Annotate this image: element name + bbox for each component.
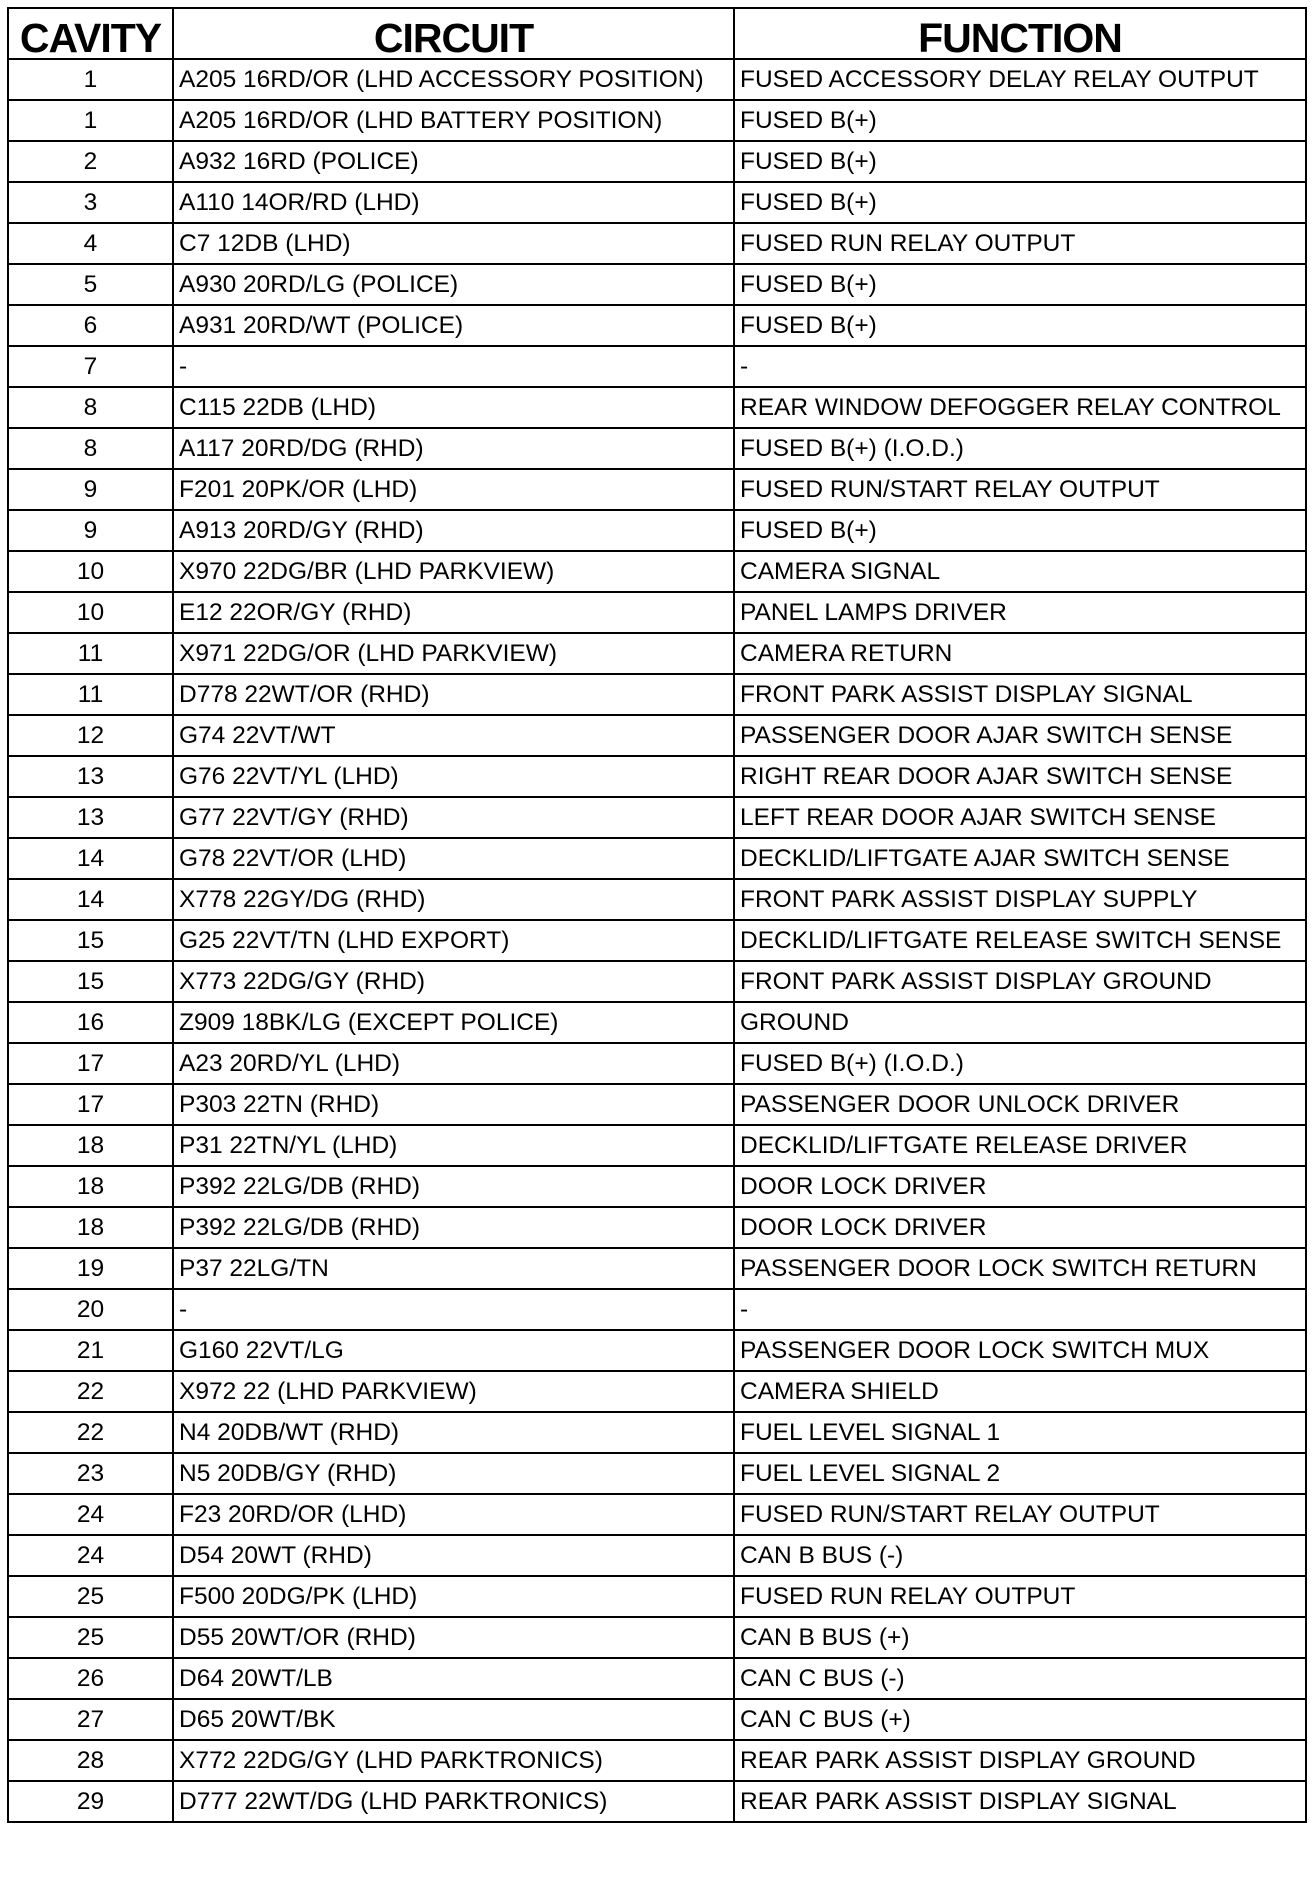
circuit-cell: G77 22VT/GY (RHD) [173,797,734,838]
circuit-cell: D778 22WT/OR (RHD) [173,674,734,715]
function-cell: FRONT PARK ASSIST DISPLAY SIGNAL [734,674,1306,715]
function-cell: FUSED B(+) (I.O.D.) [734,1043,1306,1084]
cavity-cell: 1 [8,59,173,100]
table-row [8,1740,1306,1781]
cavity-cell: 6 [8,305,173,346]
function-cell: CAMERA RETURN [734,633,1306,674]
circuit-cell: A931 20RD/WT (POLICE) [173,305,734,346]
cavity-cell: 22 [8,1371,173,1412]
table-row [8,1248,1306,1289]
function-cell: CAN B BUS (+) [734,1617,1306,1658]
table-row [8,223,1306,264]
function-cell: FUSED RUN/START RELAY OUTPUT [734,1494,1306,1535]
cavity-cell: 11 [8,674,173,715]
cavity-cell: 8 [8,428,173,469]
circuit-cell: A117 20RD/DG (RHD) [173,428,734,469]
circuit-cell: P37 22LG/TN [173,1248,734,1289]
table-row [8,469,1306,510]
table-row [8,1535,1306,1576]
circuit-cell: C115 22DB (LHD) [173,387,734,428]
cavity-cell: 14 [8,838,173,879]
cavity-cell: 25 [8,1576,173,1617]
circuit-cell: P303 22TN (RHD) [173,1084,734,1125]
table-row [8,1453,1306,1494]
cavity-cell: 18 [8,1166,173,1207]
cavity-cell: 7 [8,346,173,387]
circuit-cell: D777 22WT/DG (LHD PARKTRONICS) [173,1781,734,1822]
cavity-cell: 15 [8,920,173,961]
circuit-cell: X970 22DG/BR (LHD PARKVIEW) [173,551,734,592]
cavity-cell: 10 [8,551,173,592]
function-cell: FRONT PARK ASSIST DISPLAY SUPPLY [734,879,1306,920]
circuit-cell: F500 20DG/PK (LHD) [173,1576,734,1617]
function-cell: LEFT REAR DOOR AJAR SWITCH SENSE [734,797,1306,838]
cavity-cell: 28 [8,1740,173,1781]
cavity-cell: 3 [8,182,173,223]
table-body [8,59,1306,1822]
circuit-column-header: CIRCUIT [173,8,734,59]
circuit-cell: Z909 18BK/LG (EXCEPT POLICE) [173,1002,734,1043]
circuit-cell: G160 22VT/LG [173,1330,734,1371]
function-column-header: FUNCTION [734,8,1306,59]
function-cell: FUSED RUN RELAY OUTPUT [734,223,1306,264]
table-row [8,1166,1306,1207]
function-cell: REAR PARK ASSIST DISPLAY SIGNAL [734,1781,1306,1822]
cavity-cell: 1 [8,100,173,141]
circuit-cell: G25 22VT/TN (LHD EXPORT) [173,920,734,961]
function-cell: CAN C BUS (+) [734,1699,1306,1740]
table-row [8,141,1306,182]
cavity-cell: 24 [8,1535,173,1576]
cavity-cell: 26 [8,1658,173,1699]
cavity-cell: 8 [8,387,173,428]
circuit-cell: X972 22 (LHD PARKVIEW) [173,1371,734,1412]
cavity-cell: 17 [8,1043,173,1084]
table-row [8,838,1306,879]
circuit-cell: A913 20RD/GY (RHD) [173,510,734,551]
cavity-cell: 24 [8,1494,173,1535]
circuit-cell: G76 22VT/YL (LHD) [173,756,734,797]
cavity-cell: 13 [8,756,173,797]
cavity-cell: 25 [8,1617,173,1658]
circuit-cell: A110 14OR/RD (LHD) [173,182,734,223]
circuit-cell: X778 22GY/DG (RHD) [173,879,734,920]
table-row [8,1699,1306,1740]
table-row [8,1330,1306,1371]
circuit-cell: P392 22LG/DB (RHD) [173,1207,734,1248]
table-row [8,1207,1306,1248]
function-cell: PASSENGER DOOR LOCK SWITCH MUX [734,1330,1306,1371]
cavity-cell: 29 [8,1781,173,1822]
function-cell: REAR WINDOW DEFOGGER RELAY CONTROL [734,387,1306,428]
circuit-cell: X773 22DG/GY (RHD) [173,961,734,1002]
circuit-cell: D55 20WT/OR (RHD) [173,1617,734,1658]
table-row [8,551,1306,592]
circuit-cell: A930 20RD/LG (POLICE) [173,264,734,305]
circuit-cell: P31 22TN/YL (LHD) [173,1125,734,1166]
table-row [8,879,1306,920]
circuit-cell: A932 16RD (POLICE) [173,141,734,182]
function-cell: CAMERA SIGNAL [734,551,1306,592]
table-row [8,674,1306,715]
function-cell: FUSED B(+) [734,305,1306,346]
header-row [8,8,1306,59]
table-row [8,182,1306,223]
circuit-cell: X971 22DG/OR (LHD PARKVIEW) [173,633,734,674]
circuit-cell: C7 12DB (LHD) [173,223,734,264]
function-cell: FUSED B(+) [734,510,1306,551]
table-row [8,1084,1306,1125]
function-cell: DECKLID/LIFTGATE RELEASE DRIVER [734,1125,1306,1166]
function-cell: REAR PARK ASSIST DISPLAY GROUND [734,1740,1306,1781]
function-cell: - [734,346,1306,387]
cavity-cell: 5 [8,264,173,305]
cavity-cell: 18 [8,1125,173,1166]
table-row [8,1494,1306,1535]
table-row [8,346,1306,387]
cavity-cell: 14 [8,879,173,920]
function-cell: FUSED B(+) [734,182,1306,223]
circuit-cell: A23 20RD/YL (LHD) [173,1043,734,1084]
cavity-cell: 15 [8,961,173,1002]
function-cell: CAMERA SHIELD [734,1371,1306,1412]
function-cell: FUSED B(+) [734,100,1306,141]
function-cell: FRONT PARK ASSIST DISPLAY GROUND [734,961,1306,1002]
table-row [8,961,1306,1002]
cavity-cell: 27 [8,1699,173,1740]
table-row [8,1617,1306,1658]
function-cell: FUSED RUN RELAY OUTPUT [734,1576,1306,1617]
circuit-cell: D64 20WT/LB [173,1658,734,1699]
function-cell: FUEL LEVEL SIGNAL 2 [734,1453,1306,1494]
table-row [8,1289,1306,1330]
table-row [8,633,1306,674]
circuit-cell: N4 20DB/WT (RHD) [173,1412,734,1453]
function-cell: FUSED B(+) [734,264,1306,305]
cavity-cell: 2 [8,141,173,182]
cavity-cell: 16 [8,1002,173,1043]
table-row [8,1371,1306,1412]
cavity-cell: 23 [8,1453,173,1494]
table-row [8,1412,1306,1453]
table-row [8,1576,1306,1617]
table-row [8,387,1306,428]
circuit-cell: A205 16RD/OR (LHD BATTERY POSITION) [173,100,734,141]
cavity-cell: 18 [8,1207,173,1248]
table-row [8,1002,1306,1043]
circuit-cell: - [173,1289,734,1330]
function-cell: CAN B BUS (-) [734,1535,1306,1576]
table-row [8,592,1306,633]
table-row [8,1043,1306,1084]
cavity-cell: 9 [8,510,173,551]
function-cell: CAN C BUS (-) [734,1658,1306,1699]
cavity-column-header: CAVITY [8,8,173,59]
table-row [8,797,1306,838]
function-cell: RIGHT REAR DOOR AJAR SWITCH SENSE [734,756,1306,797]
table-row [8,305,1306,346]
cavity-cell: 4 [8,223,173,264]
function-cell: DECKLID/LIFTGATE AJAR SWITCH SENSE [734,838,1306,879]
table-row [8,100,1306,141]
table-row [8,756,1306,797]
function-cell: FUSED RUN/START RELAY OUTPUT [734,469,1306,510]
cavity-cell: 22 [8,1412,173,1453]
function-cell: FUSED ACCESSORY DELAY RELAY OUTPUT [734,59,1306,100]
function-cell: FUEL LEVEL SIGNAL 1 [734,1412,1306,1453]
circuit-cell: D65 20WT/BK [173,1699,734,1740]
circuit-cell: N5 20DB/GY (RHD) [173,1453,734,1494]
function-cell: PASSENGER DOOR UNLOCK DRIVER [734,1084,1306,1125]
cavity-cell: 13 [8,797,173,838]
function-cell: PANEL LAMPS DRIVER [734,592,1306,633]
function-cell: - [734,1289,1306,1330]
cavity-cell: 9 [8,469,173,510]
circuit-cell: X772 22DG/GY (LHD PARKTRONICS) [173,1740,734,1781]
function-cell: DOOR LOCK DRIVER [734,1207,1306,1248]
function-cell: DOOR LOCK DRIVER [734,1166,1306,1207]
function-cell: GROUND [734,1002,1306,1043]
function-cell: DECKLID/LIFTGATE RELEASE SWITCH SENSE [734,920,1306,961]
cavity-cell: 11 [8,633,173,674]
function-cell: FUSED B(+) [734,141,1306,182]
circuit-cell: A205 16RD/OR (LHD ACCESSORY POSITION) [173,59,734,100]
circuit-cell: F201 20PK/OR (LHD) [173,469,734,510]
table-row [8,264,1306,305]
circuit-cell: G78 22VT/OR (LHD) [173,838,734,879]
table-row [8,59,1306,100]
table-row [8,715,1306,756]
cavity-cell: 10 [8,592,173,633]
circuit-cell: E12 22OR/GY (RHD) [173,592,734,633]
table-row [8,510,1306,551]
circuit-cell: G74 22VT/WT [173,715,734,756]
function-cell: FUSED B(+) (I.O.D.) [734,428,1306,469]
table-row [8,1125,1306,1166]
circuit-cell: P392 22LG/DB (RHD) [173,1166,734,1207]
connector-pinout-sheet [7,7,1305,1878]
table-row [8,1781,1306,1822]
cavity-cell: 12 [8,715,173,756]
function-cell: PASSENGER DOOR LOCK SWITCH RETURN [734,1248,1306,1289]
cavity-cell: 17 [8,1084,173,1125]
table-row [8,1658,1306,1699]
cavity-cell: 21 [8,1330,173,1371]
connector-pinout-table [7,7,1307,1823]
cavity-cell: 19 [8,1248,173,1289]
circuit-cell: D54 20WT (RHD) [173,1535,734,1576]
circuit-cell: F23 20RD/OR (LHD) [173,1494,734,1535]
function-cell: PASSENGER DOOR AJAR SWITCH SENSE [734,715,1306,756]
cavity-cell: 20 [8,1289,173,1330]
table-row [8,428,1306,469]
circuit-cell: - [173,346,734,387]
table-row [8,920,1306,961]
